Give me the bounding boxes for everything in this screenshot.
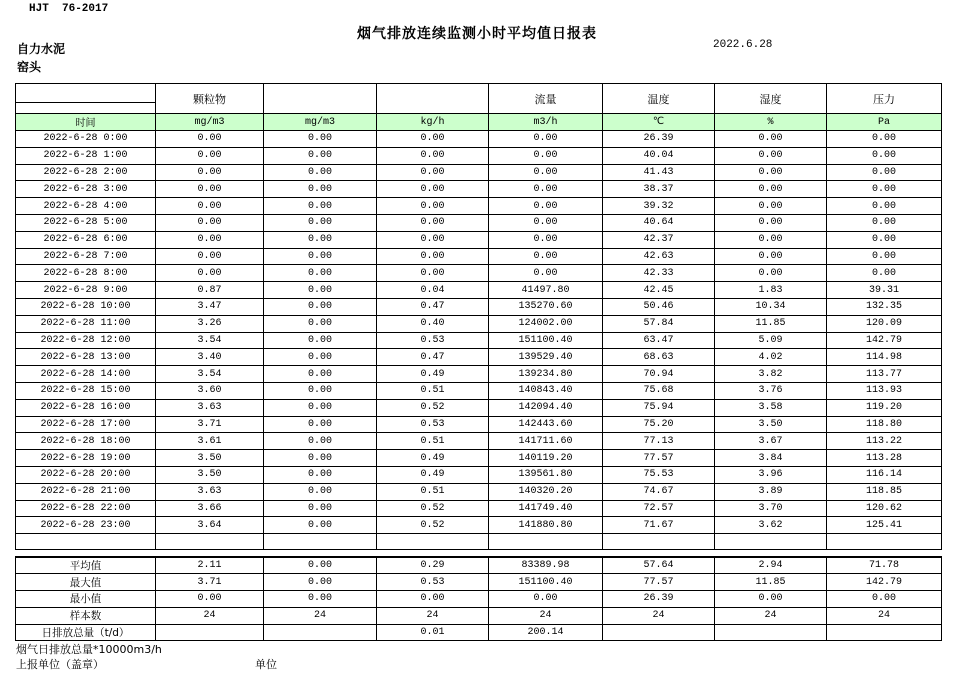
value-cell: 0.00 <box>715 131 827 148</box>
value-cell: 3.50 <box>715 416 827 433</box>
value-cell: 0.00 <box>489 147 603 164</box>
value-cell: 0.47 <box>377 298 489 315</box>
summary-value-cell: 26.39 <box>603 591 715 608</box>
value-cell: 77.57 <box>603 450 715 467</box>
table-row <box>16 231 942 248</box>
value-cell: 3.96 <box>715 466 827 483</box>
time-cell: 2022-6-28 22:00 <box>16 500 156 517</box>
value-cell: 3.70 <box>715 500 827 517</box>
value-cell: 0.87 <box>156 282 264 299</box>
summary-value-cell: 0.00 <box>156 591 264 608</box>
summary-value-cell: 24 <box>715 607 827 624</box>
value-cell: 0.00 <box>264 298 377 315</box>
value-cell: 41.43 <box>603 164 715 181</box>
value-cell: 0.00 <box>156 248 264 265</box>
company-name: 自力水泥 <box>17 42 66 56</box>
page-title: 烟气排放连续监测小时平均值日报表 <box>357 26 597 42</box>
value-cell: 141880.80 <box>489 517 603 534</box>
value-cell: 0.00 <box>377 214 489 231</box>
value-cell: 0.52 <box>377 517 489 534</box>
time-cell: 2022-6-28 12:00 <box>16 332 156 349</box>
value-cell: 0.00 <box>264 315 377 332</box>
value-cell: 3.63 <box>156 483 264 500</box>
value-cell: 75.94 <box>603 399 715 416</box>
value-cell: 0.00 <box>827 131 942 148</box>
value-cell: 0.00 <box>377 265 489 282</box>
value-cell: 0.00 <box>156 265 264 282</box>
table-row <box>16 366 942 383</box>
col-header-kgh: kg/h <box>377 114 489 131</box>
table-row <box>16 416 942 433</box>
table-row <box>16 131 942 148</box>
value-cell: 0.00 <box>715 164 827 181</box>
summary-value-cell: 11.85 <box>715 574 827 591</box>
empty-cell <box>16 534 156 550</box>
empty-cell <box>377 534 489 550</box>
empty-cell <box>827 534 942 550</box>
value-cell: 3.40 <box>156 349 264 366</box>
time-cell: 2022-6-28 0:00 <box>16 131 156 148</box>
value-cell: 0.40 <box>377 315 489 332</box>
summary-label: 样本数 <box>16 607 156 624</box>
summary-value-cell: 0.01 <box>377 624 489 641</box>
value-cell: 135270.60 <box>489 298 603 315</box>
value-cell: 3.26 <box>156 315 264 332</box>
value-cell: 142443.60 <box>489 416 603 433</box>
value-cell: 0.00 <box>264 483 377 500</box>
table-row <box>16 198 942 215</box>
value-cell: 42.45 <box>603 282 715 299</box>
value-cell: 0.00 <box>264 265 377 282</box>
header-blank-top-cell <box>16 84 156 103</box>
summary-value-cell: 200.14 <box>489 624 603 641</box>
col-group-blank-2 <box>377 84 489 114</box>
value-cell: 0.00 <box>156 181 264 198</box>
value-cell: 0.51 <box>377 382 489 399</box>
value-cell: 0.00 <box>264 231 377 248</box>
time-cell: 2022-6-28 18:00 <box>16 433 156 450</box>
summary-label: 日排放总量（t/d） <box>16 624 156 641</box>
summary-row <box>16 574 942 591</box>
value-cell: 0.49 <box>377 366 489 383</box>
value-cell: 0.00 <box>156 231 264 248</box>
value-cell: 0.00 <box>264 450 377 467</box>
report-date: 2022.6.28 <box>713 39 773 51</box>
value-cell: 3.50 <box>156 450 264 467</box>
value-cell: 0.00 <box>264 382 377 399</box>
time-cell: 2022-6-28 10:00 <box>16 298 156 315</box>
value-cell: 0.00 <box>377 164 489 181</box>
reporting-unit-label: 上报单位（盖章） <box>16 658 104 671</box>
summary-value-cell: 3.71 <box>156 574 264 591</box>
total-emission-footnote: 烟气日排放总量*10000m3/h <box>16 643 162 656</box>
value-cell: 118.85 <box>827 483 942 500</box>
time-cell: 2022-6-28 19:00 <box>16 450 156 467</box>
empty-cell <box>489 534 603 550</box>
table-row <box>16 181 942 198</box>
summary-row <box>16 607 942 624</box>
table-row <box>16 315 942 332</box>
separator-row <box>16 534 942 550</box>
summary-value-cell: 0.53 <box>377 574 489 591</box>
value-cell: 71.67 <box>603 517 715 534</box>
summary-value-cell: 24 <box>377 607 489 624</box>
value-cell: 75.68 <box>603 382 715 399</box>
empty-cell <box>156 534 264 550</box>
value-cell: 3.47 <box>156 298 264 315</box>
col-group-flow: 流量 <box>489 84 603 114</box>
value-cell: 113.93 <box>827 382 942 399</box>
value-cell: 0.00 <box>156 198 264 215</box>
value-cell: 3.82 <box>715 366 827 383</box>
col-group-blank-1 <box>264 84 377 114</box>
summary-value-cell: 2.11 <box>156 557 264 574</box>
summary-value-cell <box>264 624 377 641</box>
value-cell: 0.00 <box>264 131 377 148</box>
value-cell: 120.62 <box>827 500 942 517</box>
value-cell: 74.67 <box>603 483 715 500</box>
summary-value-cell: 0.29 <box>377 557 489 574</box>
value-cell: 3.50 <box>156 466 264 483</box>
value-cell: 75.53 <box>603 466 715 483</box>
value-cell: 0.00 <box>827 198 942 215</box>
value-cell: 139561.80 <box>489 466 603 483</box>
summary-value-cell: 77.57 <box>603 574 715 591</box>
value-cell: 72.57 <box>603 500 715 517</box>
value-cell: 0.00 <box>377 131 489 148</box>
value-cell: 0.00 <box>489 248 603 265</box>
value-cell: 0.00 <box>827 214 942 231</box>
summary-value-cell: 0.00 <box>377 591 489 608</box>
value-cell: 114.98 <box>827 349 942 366</box>
table-row <box>16 500 942 517</box>
table-row <box>16 466 942 483</box>
value-cell: 113.28 <box>827 450 942 467</box>
value-cell: 5.09 <box>715 332 827 349</box>
value-cell: 0.53 <box>377 416 489 433</box>
value-cell: 0.52 <box>377 399 489 416</box>
value-cell: 0.00 <box>715 214 827 231</box>
value-cell: 26.39 <box>603 131 715 148</box>
summary-value-cell <box>715 624 827 641</box>
hourly-average-table <box>15 83 942 550</box>
value-cell: 119.20 <box>827 399 942 416</box>
value-cell: 3.54 <box>156 366 264 383</box>
summary-value-cell: 0.00 <box>489 591 603 608</box>
value-cell: 0.00 <box>715 231 827 248</box>
value-cell: 3.61 <box>156 433 264 450</box>
value-cell: 3.54 <box>156 332 264 349</box>
summary-value-cell: 71.78 <box>827 557 942 574</box>
value-cell: 0.00 <box>264 248 377 265</box>
value-cell: 39.32 <box>603 198 715 215</box>
value-cell: 3.67 <box>715 433 827 450</box>
value-cell: 3.71 <box>156 416 264 433</box>
value-cell: 0.00 <box>264 164 377 181</box>
table-row <box>16 298 942 315</box>
value-cell: 0.51 <box>377 483 489 500</box>
summary-value-cell: 24 <box>603 607 715 624</box>
summary-value-cell: 24 <box>264 607 377 624</box>
col-group-pressure: 压力 <box>827 84 942 114</box>
value-cell: 0.00 <box>264 214 377 231</box>
station-name: 窑头 <box>17 60 42 74</box>
time-cell: 2022-6-28 7:00 <box>16 248 156 265</box>
summary-value-cell: 0.00 <box>715 591 827 608</box>
summary-table <box>15 556 942 641</box>
table-row <box>16 282 942 299</box>
value-cell: 1.83 <box>715 282 827 299</box>
summary-value-cell: 0.00 <box>264 591 377 608</box>
time-cell: 2022-6-28 6:00 <box>16 231 156 248</box>
value-cell: 0.00 <box>715 248 827 265</box>
value-cell: 0.00 <box>377 181 489 198</box>
summary-value-cell: 0.00 <box>827 591 942 608</box>
table-row <box>16 164 942 181</box>
time-cell: 2022-6-28 5:00 <box>16 214 156 231</box>
time-cell: 2022-6-28 17:00 <box>16 416 156 433</box>
col-header-mgm3-1: mg/m3 <box>156 114 264 131</box>
value-cell: 77.13 <box>603 433 715 450</box>
value-cell: 0.00 <box>156 214 264 231</box>
value-cell: 141711.60 <box>489 433 603 450</box>
empty-cell <box>715 534 827 550</box>
summary-row <box>16 624 942 641</box>
value-cell: 11.85 <box>715 315 827 332</box>
value-cell: 0.00 <box>264 399 377 416</box>
time-cell: 2022-6-28 8:00 <box>16 265 156 282</box>
value-cell: 0.00 <box>827 231 942 248</box>
value-cell: 3.84 <box>715 450 827 467</box>
summary-value-cell: 83389.98 <box>489 557 603 574</box>
value-cell: 0.00 <box>489 131 603 148</box>
summary-value-cell <box>603 624 715 641</box>
value-cell: 0.00 <box>156 131 264 148</box>
value-cell: 0.00 <box>715 147 827 164</box>
time-cell: 2022-6-28 13:00 <box>16 349 156 366</box>
value-cell: 0.00 <box>827 181 942 198</box>
value-cell: 116.14 <box>827 466 942 483</box>
value-cell: 0.00 <box>264 433 377 450</box>
value-cell: 0.00 <box>264 517 377 534</box>
col-header-pa: Pa <box>827 114 942 131</box>
table-row <box>16 147 942 164</box>
group-header-row <box>16 84 942 103</box>
value-cell: 142094.40 <box>489 399 603 416</box>
standard-code: HJT 76-2017 <box>29 3 109 15</box>
col-header-time: 时间 <box>16 114 156 131</box>
col-group-particulate: 颗粒物 <box>156 84 264 114</box>
value-cell: 140119.20 <box>489 450 603 467</box>
value-cell: 0.00 <box>264 366 377 383</box>
col-header-celsius: ℃ <box>603 114 715 131</box>
value-cell: 113.22 <box>827 433 942 450</box>
time-cell: 2022-6-28 9:00 <box>16 282 156 299</box>
value-cell: 0.00 <box>264 416 377 433</box>
summary-value-cell: 57.64 <box>603 557 715 574</box>
summary-value-cell: 24 <box>489 607 603 624</box>
value-cell: 142.79 <box>827 332 942 349</box>
value-cell: 0.00 <box>377 248 489 265</box>
value-cell: 132.35 <box>827 298 942 315</box>
table-row <box>16 332 942 349</box>
summary-row <box>16 591 942 608</box>
value-cell: 0.00 <box>156 164 264 181</box>
value-cell: 0.00 <box>377 231 489 248</box>
summary-value-cell: 142.79 <box>827 574 942 591</box>
value-cell: 50.46 <box>603 298 715 315</box>
value-cell: 0.00 <box>827 164 942 181</box>
value-cell: 0.49 <box>377 466 489 483</box>
value-cell: 0.00 <box>715 198 827 215</box>
value-cell: 0.00 <box>156 147 264 164</box>
value-cell: 0.49 <box>377 450 489 467</box>
unit-header-row <box>16 114 942 131</box>
value-cell: 0.00 <box>489 164 603 181</box>
value-cell: 0.00 <box>489 198 603 215</box>
value-cell: 0.00 <box>264 332 377 349</box>
value-cell: 0.00 <box>264 349 377 366</box>
summary-label: 平均值 <box>16 557 156 574</box>
empty-cell <box>603 534 715 550</box>
summary-value-cell: 0.00 <box>264 557 377 574</box>
value-cell: 3.66 <box>156 500 264 517</box>
value-cell: 0.00 <box>377 198 489 215</box>
value-cell: 0.00 <box>489 231 603 248</box>
value-cell: 10.34 <box>715 298 827 315</box>
summary-value-cell: 2.94 <box>715 557 827 574</box>
table-row <box>16 450 942 467</box>
col-header-mgm3-2: mg/m3 <box>264 114 377 131</box>
summary-value-cell <box>156 624 264 641</box>
value-cell: 0.00 <box>264 198 377 215</box>
value-cell: 0.00 <box>489 214 603 231</box>
value-cell: 124002.00 <box>489 315 603 332</box>
time-cell: 2022-6-28 11:00 <box>16 315 156 332</box>
table-row <box>16 214 942 231</box>
header-blank-bottom-cell <box>16 103 156 114</box>
value-cell: 4.02 <box>715 349 827 366</box>
table-row <box>16 349 942 366</box>
value-cell: 3.89 <box>715 483 827 500</box>
value-cell: 0.00 <box>264 500 377 517</box>
value-cell: 0.04 <box>377 282 489 299</box>
col-group-temperature: 温度 <box>603 84 715 114</box>
time-cell: 2022-6-28 14:00 <box>16 366 156 383</box>
value-cell: 0.00 <box>489 265 603 282</box>
value-cell: 42.33 <box>603 265 715 282</box>
time-cell: 2022-6-28 1:00 <box>16 147 156 164</box>
value-cell: 39.31 <box>827 282 942 299</box>
summary-value-cell: 0.00 <box>264 574 377 591</box>
value-cell: 139529.40 <box>489 349 603 366</box>
value-cell: 41497.80 <box>489 282 603 299</box>
value-cell: 118.80 <box>827 416 942 433</box>
value-cell: 0.00 <box>715 265 827 282</box>
value-cell: 3.76 <box>715 382 827 399</box>
value-cell: 42.63 <box>603 248 715 265</box>
time-cell: 2022-6-28 3:00 <box>16 181 156 198</box>
value-cell: 3.62 <box>715 517 827 534</box>
value-cell: 0.00 <box>715 181 827 198</box>
col-header-percent: % <box>715 114 827 131</box>
unit-label: 单位 <box>255 658 277 671</box>
time-cell: 2022-6-28 4:00 <box>16 198 156 215</box>
value-cell: 0.00 <box>264 282 377 299</box>
summary-row <box>16 557 942 574</box>
value-cell: 3.63 <box>156 399 264 416</box>
value-cell: 3.64 <box>156 517 264 534</box>
value-cell: 70.94 <box>603 366 715 383</box>
value-cell: 0.51 <box>377 433 489 450</box>
value-cell: 0.00 <box>827 147 942 164</box>
col-group-humidity: 湿度 <box>715 84 827 114</box>
time-cell: 2022-6-28 15:00 <box>16 382 156 399</box>
time-cell: 2022-6-28 2:00 <box>16 164 156 181</box>
value-cell: 141749.40 <box>489 500 603 517</box>
table-row <box>16 382 942 399</box>
table-row <box>16 433 942 450</box>
value-cell: 68.63 <box>603 349 715 366</box>
time-cell: 2022-6-28 20:00 <box>16 466 156 483</box>
table-row <box>16 483 942 500</box>
value-cell: 40.64 <box>603 214 715 231</box>
value-cell: 151100.40 <box>489 332 603 349</box>
value-cell: 0.00 <box>489 181 603 198</box>
value-cell: 0.00 <box>264 181 377 198</box>
value-cell: 3.58 <box>715 399 827 416</box>
value-cell: 0.00 <box>827 248 942 265</box>
time-cell: 2022-6-28 23:00 <box>16 517 156 534</box>
value-cell: 0.47 <box>377 349 489 366</box>
value-cell: 38.37 <box>603 181 715 198</box>
value-cell: 3.60 <box>156 382 264 399</box>
summary-label: 最大值 <box>16 574 156 591</box>
time-cell: 2022-6-28 16:00 <box>16 399 156 416</box>
value-cell: 113.77 <box>827 366 942 383</box>
summary-value-cell: 151100.40 <box>489 574 603 591</box>
value-cell: 40.04 <box>603 147 715 164</box>
value-cell: 42.37 <box>603 231 715 248</box>
value-cell: 63.47 <box>603 332 715 349</box>
value-cell: 75.20 <box>603 416 715 433</box>
table-row <box>16 248 942 265</box>
value-cell: 120.09 <box>827 315 942 332</box>
value-cell: 0.00 <box>264 147 377 164</box>
table-row <box>16 265 942 282</box>
value-cell: 0.00 <box>377 147 489 164</box>
summary-value-cell: 24 <box>827 607 942 624</box>
summary-label: 最小值 <box>16 591 156 608</box>
time-cell: 2022-6-28 21:00 <box>16 483 156 500</box>
value-cell: 125.41 <box>827 517 942 534</box>
table-row <box>16 517 942 534</box>
value-cell: 139234.80 <box>489 366 603 383</box>
table-row <box>16 399 942 416</box>
value-cell: 0.53 <box>377 332 489 349</box>
value-cell: 0.00 <box>264 466 377 483</box>
col-header-m3h: m3/h <box>489 114 603 131</box>
empty-cell <box>264 534 377 550</box>
value-cell: 140843.40 <box>489 382 603 399</box>
value-cell: 0.00 <box>827 265 942 282</box>
value-cell: 0.52 <box>377 500 489 517</box>
summary-value-cell <box>827 624 942 641</box>
value-cell: 57.84 <box>603 315 715 332</box>
value-cell: 140320.20 <box>489 483 603 500</box>
summary-value-cell: 24 <box>156 607 264 624</box>
